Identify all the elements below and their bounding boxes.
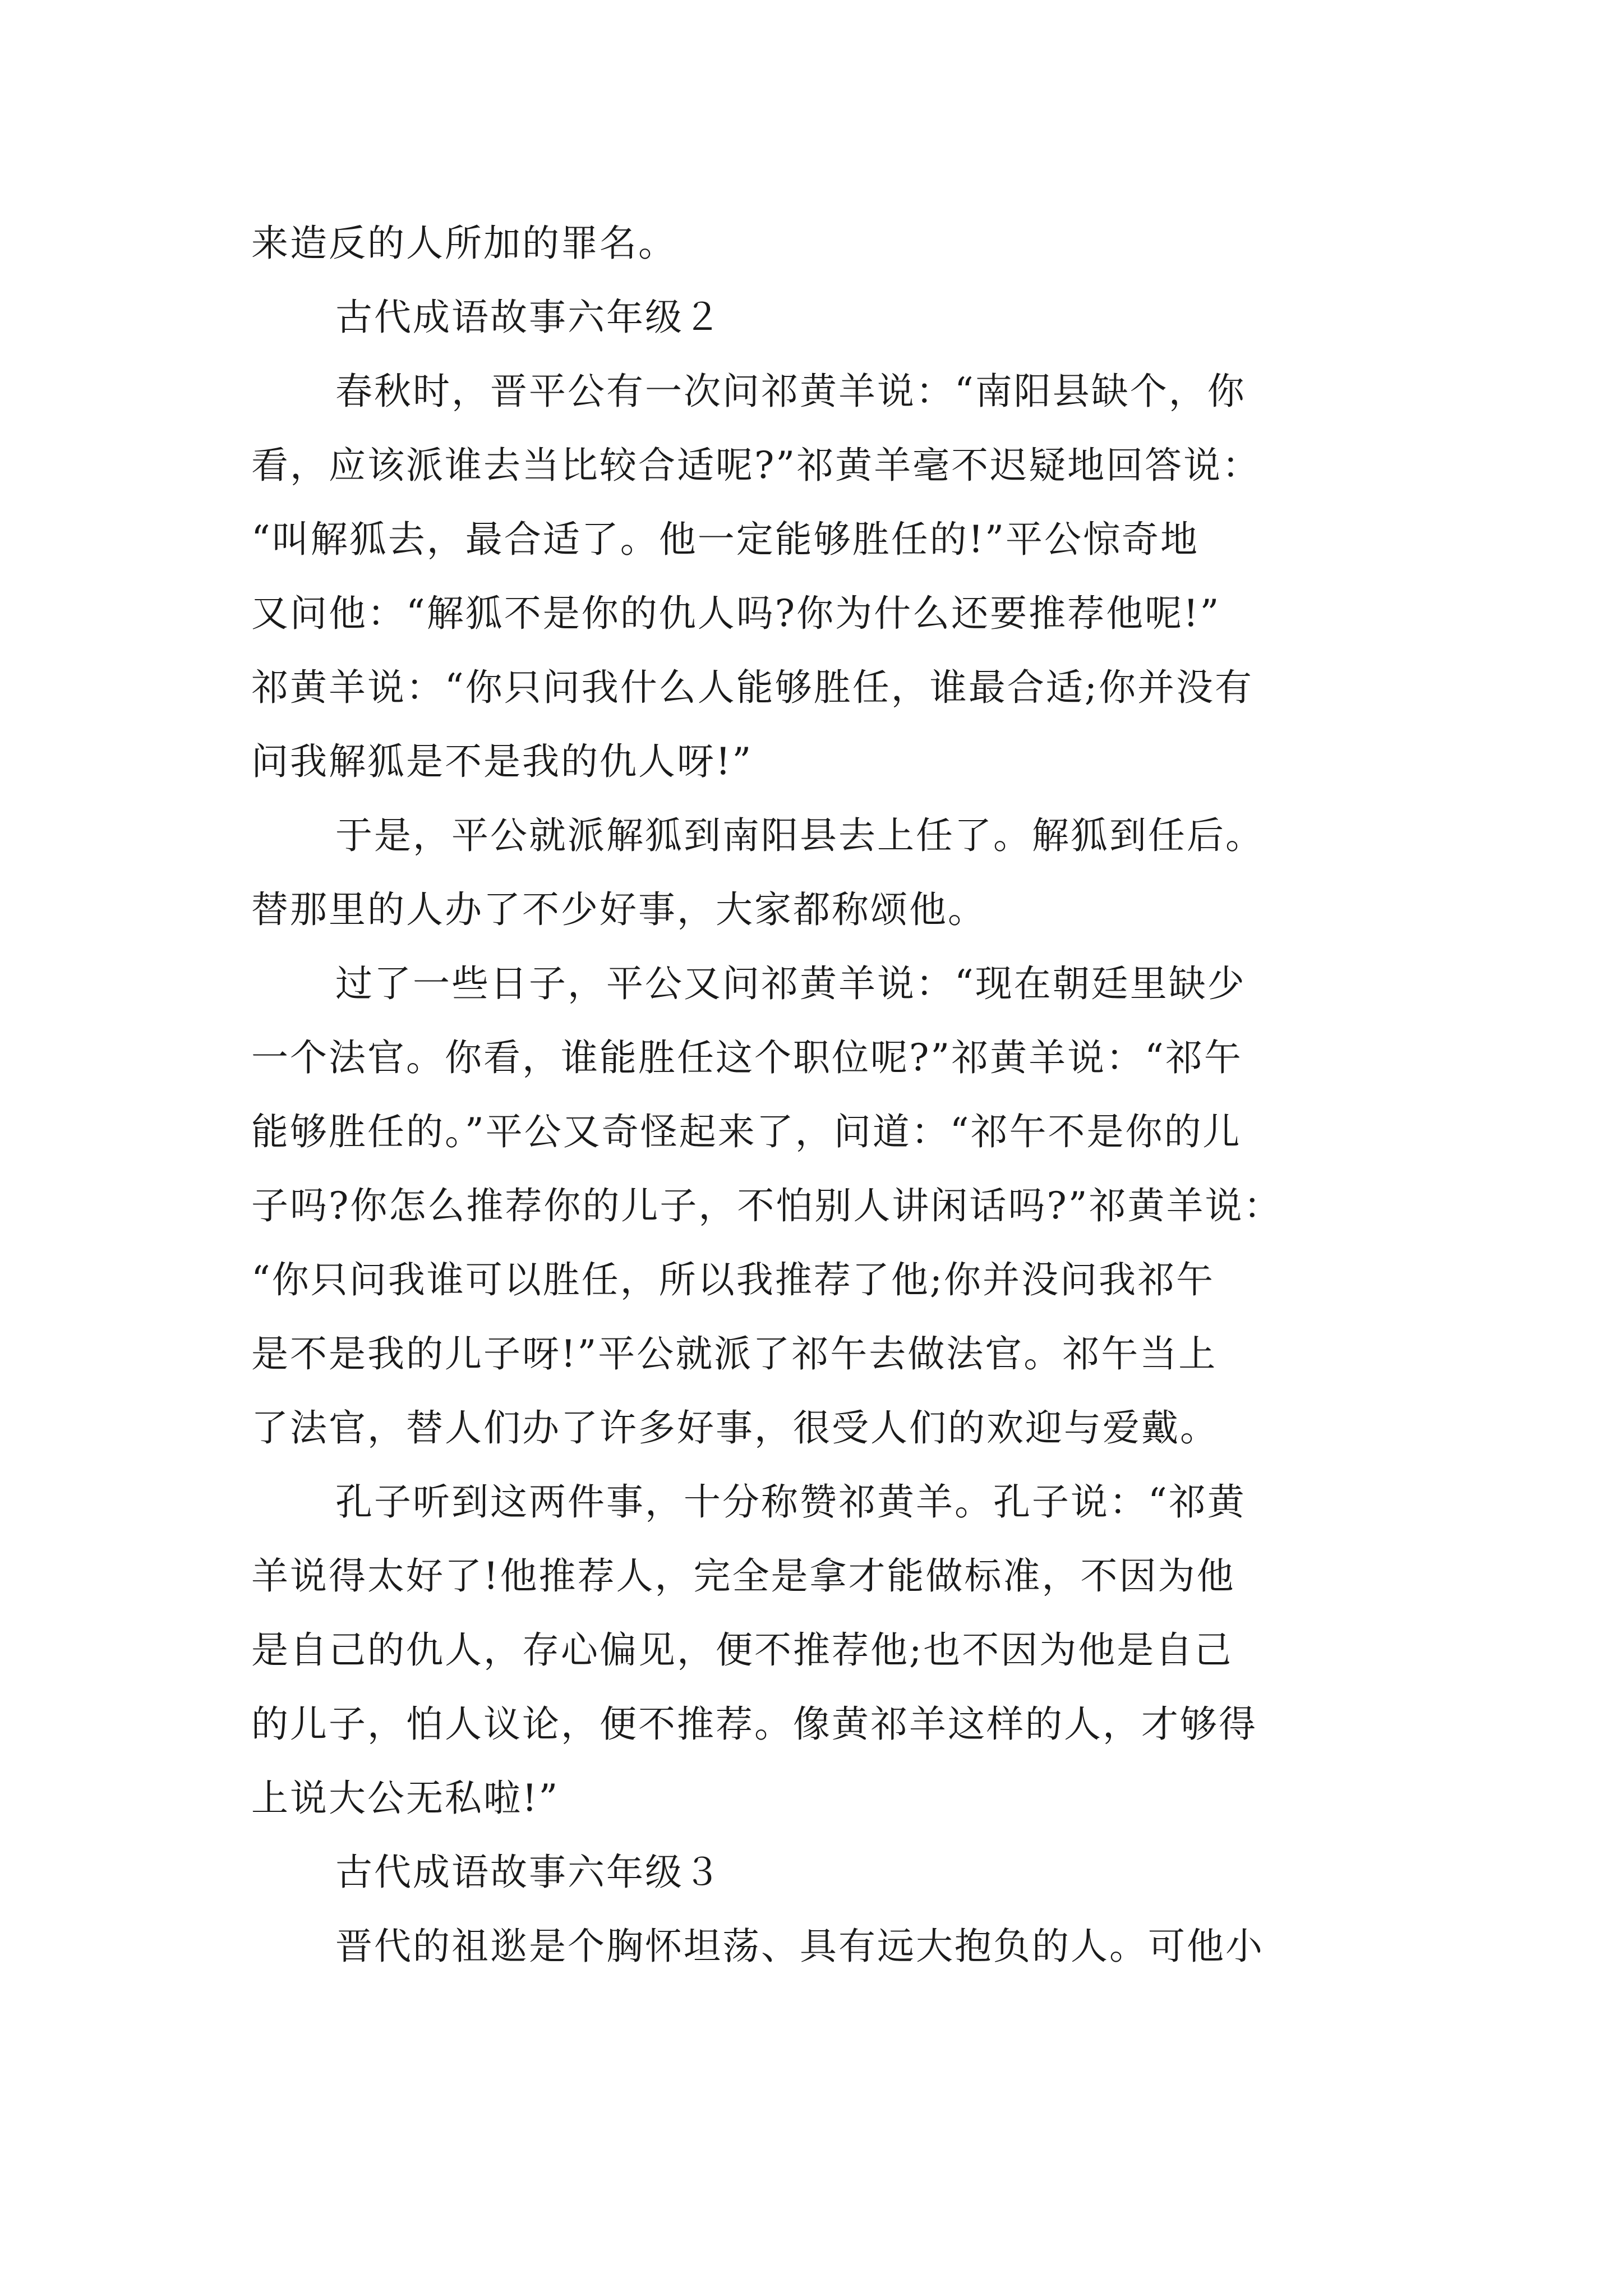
- text-line: 了法官，替人们办了许多好事，很受人们的欢迎与爱戴。: [251, 1406, 1219, 1450]
- text-line: “你只问我谁可以胜任，所以我推荐了他;你并没问我祁午: [251, 1258, 1215, 1301]
- text-line: 羊说得太好了!他推荐人，完全是拿才能做标准，不因为他: [251, 1554, 1235, 1598]
- text-line: 过了一些日子，平公又问祁黄羊说：“现在朝廷里缺少: [335, 962, 1246, 1005]
- text-line: 古代成语故事六年级３: [335, 1851, 722, 1894]
- text-line: 古代成语故事六年级２: [335, 296, 722, 339]
- text-line: 是不是我的儿子呀!”平公就派了祁午去做法官。祁午当上: [251, 1332, 1218, 1375]
- text-line: 一个法官。你看，谁能胜任这个职位呢?”祁黄羊说：“祁午: [251, 1036, 1243, 1079]
- text-line: 又问他：“解狐不是你的仇人吗?你为什么还要推荐他呢!”: [251, 592, 1221, 635]
- text-line: 祁黄羊说：“你只问我什么人能够胜任，谁最合适;你并没有: [251, 666, 1253, 709]
- text-line: 能够胜任的。”平公又奇怪起来了，问道：“祁午不是你的儿: [251, 1110, 1242, 1153]
- text-line: 春秋时，晋平公有一次问祁黄羊说：“南阳县缺个，你: [335, 370, 1246, 413]
- text-line: “叫解狐去，最合适了。他一定能够胜任的!”平公惊奇地: [251, 518, 1200, 561]
- text-line: 问我解狐是不是我的仇人呀!”: [251, 740, 753, 783]
- text-line: 晋代的祖逖是个胸怀坦荡、具有远大抱负的人。可他小: [335, 1925, 1264, 1968]
- text-line: 来造反的人所加的罪名。: [251, 222, 677, 265]
- text-line: 的儿子，怕人议论，便不推荐。像黄祁羊这样的人，才够得: [251, 1703, 1257, 1746]
- text-line: 是自己的仇人，存心偏见，便不推荐他;也不因为他是自己: [251, 1628, 1233, 1672]
- text-line: 孔子听到这两件事，十分称赞祁黄羊。孔子说：“祁黄: [335, 1480, 1246, 1524]
- text-line: 替那里的人办了不少好事，大家都称颂他。: [251, 888, 986, 931]
- text-line: 上说大公无私啦!”: [251, 1777, 560, 1820]
- text-line: 于是，平公就派解狐到南阳县去上任了。解狐到任后。: [335, 814, 1264, 857]
- document-body: [251, 206, 1407, 1984]
- text-line: 看，应该派谁去当比较合适呢?”祁黄羊毫不迟疑地回答说：: [251, 444, 1261, 487]
- text-line: 子吗?你怎么推荐你的儿子，不怕别人讲闲话吗?”祁黄羊说：: [251, 1184, 1283, 1227]
